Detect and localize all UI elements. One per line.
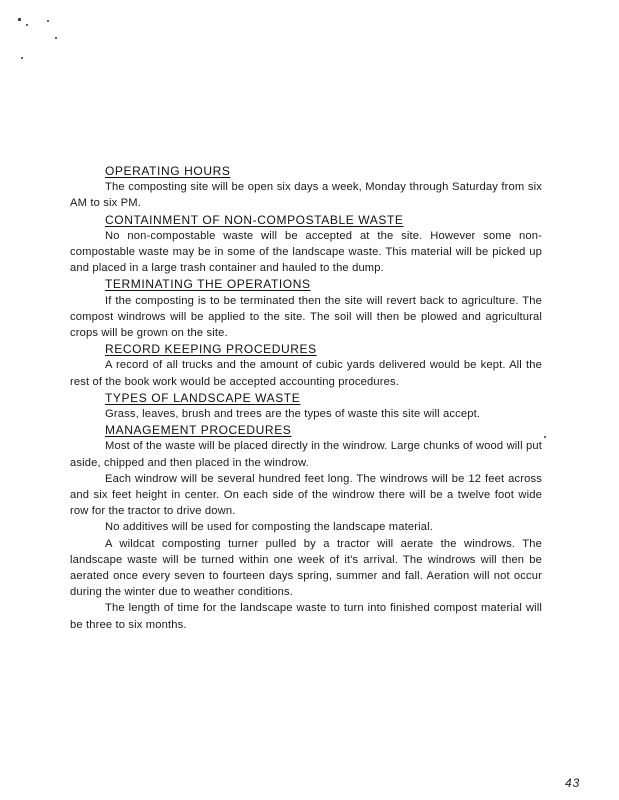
section-record-keeping xyxy=(70,341,542,390)
section-paragraph: Grass, leaves, brush and trees are the types of waste this site will accept. xyxy=(105,408,481,421)
section-heading: MANAGEMENT PROCEDURES xyxy=(105,423,292,438)
section-paragraph: A record of all trucks and the amount of cubic yards delivered would be kept. All the rest of the book work would be accepted accounting procedures. xyxy=(70,359,542,388)
document-body xyxy=(70,163,542,633)
section-heading: TERMINATING THE OPERATIONS xyxy=(105,277,311,292)
section-containment xyxy=(70,212,542,277)
section-management xyxy=(70,422,542,633)
section-types-of-waste xyxy=(70,390,542,422)
section-paragraph: Most of the waste will be placed directly in the windrow. Large chunks of wood will put aside, chipped and then placed in the windrow. xyxy=(70,440,542,469)
scan-speck xyxy=(21,57,23,59)
section-operating-hours xyxy=(70,163,542,212)
scan-speck xyxy=(18,18,21,21)
section-heading: OPERATING HOURS xyxy=(105,164,231,178)
section-paragraph: A wildcat composting turner pulled by a tractor will aerate the windrows. The landscape waste will be turned within one week of it's arrival. The windrows will then be aerated once every seven to fourteen days spring, summer and fall. Aeration will not occur during the winter due to weather conditions. xyxy=(70,537,542,599)
scan-speck xyxy=(47,20,49,22)
scan-speck xyxy=(544,436,546,438)
section-paragraph: The length of time for the landscape waste to turn into finished compost material will be three to six months. xyxy=(70,602,542,631)
page-number: 43 xyxy=(565,776,581,790)
scan-speck xyxy=(55,37,57,39)
section-paragraph: No additives will be used for composting the landscape material. xyxy=(105,521,433,534)
section-heading: TYPES OF LANDSCAPE WASTE xyxy=(105,390,301,405)
section-heading: CONTAINMENT OF NON-COMPOSTABLE WASTE xyxy=(105,212,404,227)
section-paragraph: Each windrow will be several hundred feet long. The windrows will be 12 feet across and six feet height in center. On each side of the windrow there will be a twelve foot wide row for the tractor to drive down. xyxy=(70,472,542,518)
section-heading: RECORD KEEPING PROCEDURES xyxy=(105,342,317,357)
section-paragraph: If the composting is to be terminated then the site will revert back to agriculture. The compost windrows will be applied to the site. The soil will then be plowed and agricultural crops will be grown on the site. xyxy=(70,294,542,340)
section-paragraph: The composting site will be open six days a week, Monday through Saturday from six AM to six PM. xyxy=(70,181,542,210)
section-terminating xyxy=(70,276,542,341)
scan-speck xyxy=(26,24,28,26)
section-paragraph: No non-compostable waste will be accepted at the site. However some non-compostable waste may be in some of the landscape waste. This material will be picked up and placed in a large trash container and hauled to the dump. xyxy=(70,229,542,275)
